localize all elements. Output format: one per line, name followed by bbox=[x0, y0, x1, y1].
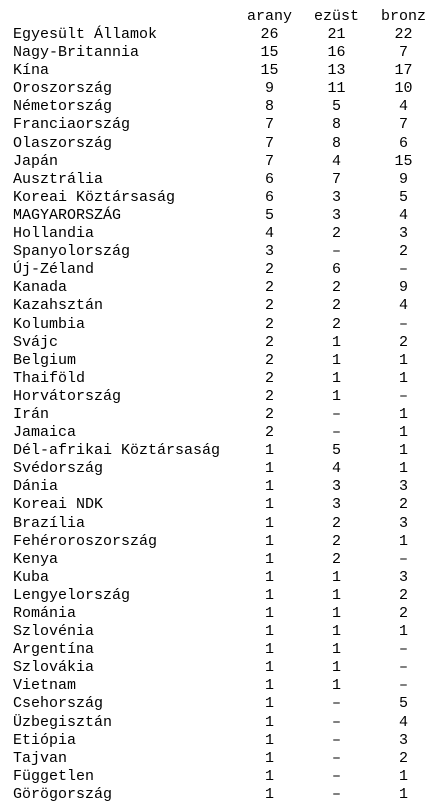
table-row bbox=[13, 80, 438, 98]
silver-cell: 7 bbox=[331, 170, 341, 188]
silver-cell: 1 bbox=[331, 623, 341, 641]
silver-cell: 2 bbox=[331, 514, 341, 532]
country-cell: Németország bbox=[13, 98, 113, 116]
table-row bbox=[13, 424, 438, 442]
gold-cell: 7 bbox=[264, 152, 274, 170]
silver-cell: 21 bbox=[327, 26, 346, 43]
bronze-cell: 3 bbox=[398, 568, 408, 586]
bronze-cell: 3 bbox=[398, 514, 408, 532]
silver-cell: 2 bbox=[331, 532, 341, 550]
bronze-cell: 2 bbox=[398, 496, 408, 514]
bronze-cell: – bbox=[398, 550, 408, 568]
gold-cell: 2 bbox=[264, 279, 274, 297]
bronze-cell: 2 bbox=[398, 333, 408, 351]
gold-cell: 1 bbox=[264, 586, 274, 604]
bronze-cell: 1 bbox=[398, 405, 408, 423]
medal-table bbox=[13, 8, 438, 804]
table-row bbox=[13, 388, 438, 406]
country-cell: Argentína bbox=[13, 641, 95, 659]
gold-cell: 1 bbox=[264, 695, 274, 713]
gold-cell: 1 bbox=[264, 550, 274, 568]
header-bronze: bronz bbox=[380, 8, 426, 25]
table-row bbox=[13, 659, 438, 677]
country-cell: Dánia bbox=[13, 478, 59, 496]
table-row bbox=[13, 153, 438, 171]
silver-cell: 1 bbox=[331, 333, 341, 351]
country-cell: Kenya bbox=[13, 550, 59, 568]
country-cell: Szlovákia bbox=[13, 659, 95, 677]
country-cell: Görögország bbox=[13, 785, 113, 803]
gold-cell: 15 bbox=[260, 62, 279, 80]
silver-cell: 3 bbox=[331, 478, 341, 496]
header-country bbox=[13, 8, 236, 26]
bronze-cell: 2 bbox=[398, 605, 408, 622]
table-row bbox=[13, 243, 438, 261]
table-row bbox=[13, 207, 438, 225]
gold-cell: 1 bbox=[264, 442, 274, 460]
country-cell: Svájc bbox=[13, 333, 59, 351]
bronze-cell: 9 bbox=[398, 279, 408, 297]
bronze-cell: 4 bbox=[398, 206, 408, 224]
table-row bbox=[13, 677, 438, 695]
silver-cell: 2 bbox=[331, 279, 341, 297]
gold-cell: 2 bbox=[264, 405, 274, 423]
gold-cell: 2 bbox=[264, 424, 274, 442]
silver-cell: 8 bbox=[331, 116, 341, 134]
bronze-cell: 1 bbox=[398, 460, 408, 478]
gold-cell: 1 bbox=[264, 514, 274, 532]
gold-cell: 1 bbox=[264, 623, 274, 641]
silver-cell: 8 bbox=[331, 134, 341, 152]
bronze-cell: 1 bbox=[398, 785, 408, 803]
table-row bbox=[13, 732, 438, 750]
country-cell: Független bbox=[13, 767, 95, 785]
gold-cell: 2 bbox=[264, 333, 274, 351]
country-cell: Lengyelország bbox=[13, 586, 131, 604]
silver-cell: 1 bbox=[331, 659, 341, 677]
silver-cell: – bbox=[331, 695, 341, 713]
bronze-cell: 9 bbox=[398, 170, 408, 188]
silver-cell: – bbox=[331, 713, 341, 731]
gold-cell: 2 bbox=[264, 261, 274, 279]
table-row bbox=[13, 569, 438, 587]
gold-cell: 8 bbox=[264, 98, 274, 116]
bronze-cell: 22 bbox=[394, 26, 413, 43]
table-row bbox=[13, 279, 438, 297]
silver-cell: 2 bbox=[331, 315, 341, 333]
silver-cell: 3 bbox=[331, 496, 341, 514]
country-cell: Románia bbox=[13, 605, 77, 622]
silver-cell: – bbox=[331, 749, 341, 767]
gold-cell: 1 bbox=[264, 713, 274, 731]
silver-cell: 5 bbox=[331, 98, 341, 116]
silver-cell: – bbox=[331, 424, 341, 442]
bronze-cell: 1 bbox=[398, 532, 408, 550]
gold-cell: 1 bbox=[264, 767, 274, 785]
silver-cell: 13 bbox=[327, 62, 346, 80]
table-row bbox=[13, 442, 438, 460]
country-cell: Vietnam bbox=[13, 677, 77, 695]
bronze-cell: 5 bbox=[398, 188, 408, 206]
bronze-cell: 3 bbox=[398, 225, 408, 243]
table-row bbox=[13, 623, 438, 641]
country-cell: Üzbegisztán bbox=[13, 713, 113, 731]
bronze-cell: 2 bbox=[398, 243, 408, 261]
country-cell: Svédország bbox=[13, 460, 104, 478]
silver-cell: – bbox=[331, 243, 341, 261]
silver-cell: 3 bbox=[331, 188, 341, 206]
table-row bbox=[13, 786, 438, 804]
table-row bbox=[13, 406, 438, 424]
bronze-cell: 6 bbox=[398, 134, 408, 152]
silver-cell: 1 bbox=[331, 351, 341, 369]
silver-cell: – bbox=[331, 405, 341, 423]
silver-cell: 4 bbox=[331, 460, 341, 478]
gold-cell: 1 bbox=[264, 749, 274, 767]
country-cell: Brazília bbox=[13, 514, 86, 532]
table-row bbox=[13, 316, 438, 334]
bronze-cell: 3 bbox=[398, 731, 408, 749]
bronze-cell: 1 bbox=[398, 369, 408, 387]
country-cell: Oroszország bbox=[13, 80, 113, 98]
table-row bbox=[13, 62, 438, 80]
country-cell: Dél-afrikai Köztársaság bbox=[13, 442, 221, 460]
header-row bbox=[13, 8, 438, 26]
gold-cell: 1 bbox=[264, 478, 274, 496]
bronze-cell: 1 bbox=[398, 442, 408, 460]
header-silver: ezüst bbox=[313, 8, 359, 25]
country-cell: Belgium bbox=[13, 351, 77, 369]
gold-cell: 1 bbox=[264, 785, 274, 803]
table-row bbox=[13, 135, 438, 153]
table-row bbox=[13, 478, 438, 496]
table-row bbox=[13, 370, 438, 388]
country-cell: Egyesült Államok bbox=[13, 26, 158, 43]
country-cell: Jamaica bbox=[13, 424, 77, 442]
table-row bbox=[13, 352, 438, 370]
bronze-cell: 2 bbox=[398, 586, 408, 604]
bronze-cell: 10 bbox=[394, 80, 413, 98]
country-cell: Olaszország bbox=[13, 134, 113, 152]
silver-cell: 1 bbox=[331, 641, 341, 659]
silver-cell: – bbox=[331, 785, 341, 803]
silver-cell: 3 bbox=[331, 206, 341, 224]
silver-cell: 1 bbox=[331, 605, 341, 622]
bronze-cell: 3 bbox=[398, 478, 408, 496]
country-cell: Hollandia bbox=[13, 225, 95, 243]
table-row bbox=[13, 695, 438, 713]
country-cell: Etiópia bbox=[13, 731, 77, 749]
country-cell: Horvátország bbox=[13, 387, 122, 405]
country-cell: Új-Zéland bbox=[13, 261, 95, 279]
table-row bbox=[13, 460, 438, 478]
table-row bbox=[13, 768, 438, 786]
gold-cell: 2 bbox=[264, 387, 274, 405]
table-row bbox=[13, 496, 438, 514]
country-cell: Kanada bbox=[13, 279, 68, 297]
bronze-cell: 1 bbox=[398, 351, 408, 369]
table-row bbox=[13, 189, 438, 207]
table-row bbox=[13, 587, 438, 605]
table-row bbox=[13, 26, 438, 44]
country-cell: Szlovénia bbox=[13, 623, 95, 641]
bronze-cell: 1 bbox=[398, 767, 408, 785]
bronze-cell: – bbox=[398, 315, 408, 333]
silver-cell: 2 bbox=[331, 225, 341, 243]
country-cell: Tajvan bbox=[13, 749, 68, 767]
header-gold: arany bbox=[246, 8, 292, 25]
table-row bbox=[13, 714, 438, 732]
silver-cell: 5 bbox=[331, 442, 341, 460]
country-cell: Spanyolország bbox=[13, 243, 131, 261]
bronze-cell: – bbox=[398, 387, 408, 405]
country-cell: Japán bbox=[13, 152, 59, 170]
gold-cell: 1 bbox=[264, 641, 274, 659]
bronze-cell: – bbox=[398, 677, 408, 695]
table-row bbox=[13, 641, 438, 659]
bronze-cell: 5 bbox=[398, 695, 408, 713]
gold-cell: 2 bbox=[264, 351, 274, 369]
silver-cell: 6 bbox=[331, 261, 341, 279]
gold-cell: 1 bbox=[264, 677, 274, 695]
table-row bbox=[13, 261, 438, 279]
country-cell: Kolumbia bbox=[13, 315, 86, 333]
gold-cell: 2 bbox=[264, 297, 274, 315]
gold-cell: 3 bbox=[264, 243, 274, 261]
table-row bbox=[13, 605, 438, 623]
silver-cell: 2 bbox=[331, 297, 341, 315]
bronze-cell: – bbox=[398, 659, 408, 677]
table-row bbox=[13, 533, 438, 551]
table-row bbox=[13, 297, 438, 315]
silver-cell: 1 bbox=[331, 586, 341, 604]
gold-cell: 1 bbox=[264, 496, 274, 514]
table-row bbox=[13, 334, 438, 352]
country-cell: Kuba bbox=[13, 568, 50, 586]
gold-cell: 7 bbox=[264, 134, 274, 152]
silver-cell: 2 bbox=[331, 550, 341, 568]
bronze-cell: 1 bbox=[398, 424, 408, 442]
gold-cell: 1 bbox=[264, 659, 274, 677]
table-row bbox=[13, 515, 438, 533]
table-row bbox=[13, 551, 438, 569]
country-cell: Kína bbox=[13, 62, 50, 80]
bronze-cell: – bbox=[398, 261, 408, 279]
silver-cell: 11 bbox=[327, 80, 346, 98]
table-row bbox=[13, 750, 438, 768]
bronze-cell: 4 bbox=[398, 297, 408, 315]
bronze-cell: 15 bbox=[394, 152, 413, 170]
table-row bbox=[13, 171, 438, 189]
table-row bbox=[13, 44, 438, 62]
bronze-cell: – bbox=[398, 641, 408, 659]
silver-cell: – bbox=[331, 731, 341, 749]
table-row bbox=[13, 116, 438, 134]
country-cell: Ausztrália bbox=[13, 170, 104, 188]
bronze-cell: 1 bbox=[398, 623, 408, 641]
country-cell: Irán bbox=[13, 405, 50, 423]
table-row bbox=[13, 225, 438, 243]
gold-cell: 15 bbox=[260, 44, 279, 62]
silver-cell: 1 bbox=[331, 677, 341, 695]
silver-cell: 1 bbox=[331, 369, 341, 387]
country-cell: Kazahsztán bbox=[13, 297, 104, 315]
country-cell: Nagy-Britannia bbox=[13, 44, 140, 62]
gold-cell: 1 bbox=[264, 568, 274, 586]
gold-cell: 4 bbox=[264, 225, 274, 243]
silver-cell: 1 bbox=[331, 387, 341, 405]
country-cell: Koreai NDK bbox=[13, 496, 104, 514]
gold-cell: 1 bbox=[264, 532, 274, 550]
gold-cell: 26 bbox=[260, 26, 279, 43]
table-row bbox=[13, 98, 438, 116]
table-body bbox=[13, 26, 438, 804]
gold-cell: 6 bbox=[264, 170, 274, 188]
gold-cell: 1 bbox=[264, 460, 274, 478]
bronze-cell: 7 bbox=[398, 44, 408, 62]
gold-cell: 1 bbox=[264, 605, 274, 622]
gold-cell: 1 bbox=[264, 731, 274, 749]
gold-cell: 9 bbox=[264, 80, 274, 98]
silver-cell: 4 bbox=[331, 152, 341, 170]
country-cell: MAGYARORSZÁG bbox=[13, 206, 122, 224]
bronze-cell: 4 bbox=[398, 98, 408, 116]
country-cell: Koreai Köztársaság bbox=[13, 188, 176, 206]
country-cell: Thaiföld bbox=[13, 369, 86, 387]
silver-cell: – bbox=[331, 767, 341, 785]
silver-cell: 16 bbox=[327, 44, 346, 62]
country-cell: Fehéroroszország bbox=[13, 532, 158, 550]
bronze-cell: 2 bbox=[398, 749, 408, 767]
country-cell: Franciaország bbox=[13, 116, 131, 134]
bronze-cell: 17 bbox=[394, 62, 413, 80]
gold-cell: 2 bbox=[264, 369, 274, 387]
bronze-cell: 7 bbox=[398, 116, 408, 134]
gold-cell: 6 bbox=[264, 188, 274, 206]
silver-cell: 1 bbox=[331, 568, 341, 586]
gold-cell: 5 bbox=[264, 206, 274, 224]
gold-cell: 7 bbox=[264, 116, 274, 134]
gold-cell: 2 bbox=[264, 315, 274, 333]
bronze-cell: 4 bbox=[398, 713, 408, 731]
country-cell: Csehország bbox=[13, 695, 104, 713]
